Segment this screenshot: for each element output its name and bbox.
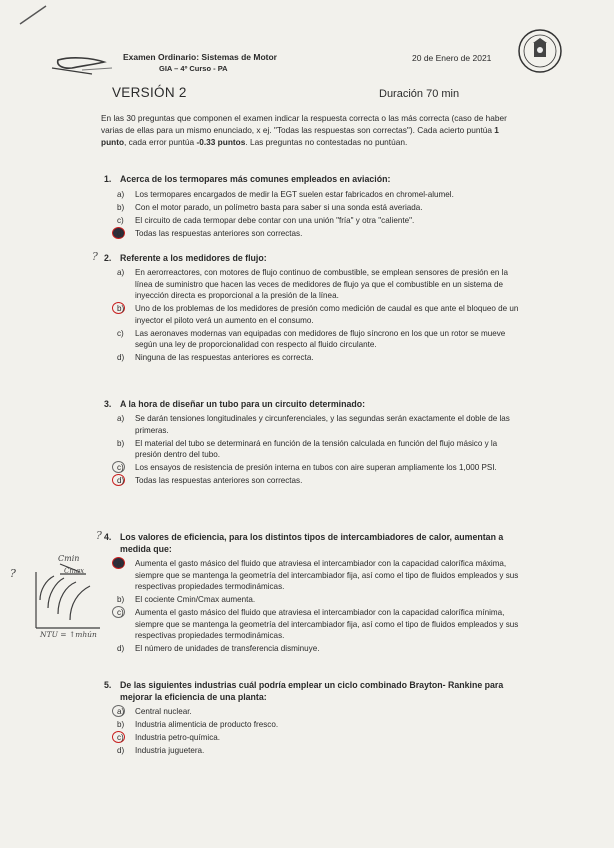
option-a[interactable] — [104, 267, 524, 302]
option-letter: d) — [117, 229, 125, 238]
option-b[interactable] — [104, 719, 524, 731]
question-2 — [104, 252, 524, 365]
option-letter: b) — [117, 720, 125, 729]
option-a[interactable] — [104, 558, 524, 593]
instructions-text-3: . Las preguntas no contestadas no puntúan. — [245, 137, 408, 147]
question-mark-annotation: ? — [92, 250, 98, 263]
version-label: VERSIÓN 2 — [112, 85, 187, 100]
option-c[interactable] — [104, 732, 524, 744]
option-text: Las aeronaves modernas van equipadas con medidores de flujo síncrono en los que un rotor se mueve según una ley de proporcionalidad con respecto al fluido circulante. — [135, 328, 506, 349]
question-number: 1. — [104, 174, 112, 184]
option-letter: c) — [117, 216, 124, 225]
option-text: Aumenta el gasto másico del fluido que atraviesa el intercambiador con la capacidad calorífica máxima, siempre que se mantenga la geometría del intercambiador fija, así como el tipo de fluidos empleados y sus respectivas propiedades termodinámicas. — [135, 559, 519, 591]
option-letter: a) — [117, 559, 125, 568]
faculty-logo — [52, 58, 112, 74]
option-b[interactable] — [104, 303, 524, 326]
instructions-points-wrong: -0.33 puntos — [196, 137, 246, 147]
question-text: De las siguientes industrias cuál podría emplear un ciclo combinado Brayton- Rankine para mejorar la eficiencia de una planta: — [120, 680, 504, 702]
option-letter: d) — [117, 644, 125, 653]
option-text: Industria petro-química. — [135, 733, 221, 742]
option-a[interactable] — [104, 706, 524, 718]
question-number: 5. — [104, 680, 112, 690]
option-text: Los ensayos de resistencia de presión interna en tubos con aire superan ampliamente los 1,000 PSI. — [135, 463, 497, 472]
option-letter: b) — [117, 438, 125, 448]
option-a[interactable] — [104, 189, 524, 201]
option-b[interactable] — [104, 438, 524, 461]
option-letter: b) — [117, 304, 125, 313]
option-text: Industria juguetera. — [135, 746, 205, 755]
option-text: El material del tubo se determinará en función de la tensión calculada en función del flujo másico y la presión dentro del tubo. — [135, 438, 498, 459]
option-text: El circuito de cada termopar debe contar con una unión "fría" y otra "caliente". — [135, 216, 415, 225]
handwritten-ntu-note: NTU = ↑mhún — [40, 630, 97, 639]
instructions-text-2: , cada error puntúa — [124, 137, 197, 147]
option-text: Uno de los problemas de los medidores de presión como medición de caudal es que ante el bloqueo de un inyector el piloto verá un aumento en el consumo. — [135, 304, 519, 325]
option-b[interactable] — [104, 202, 524, 214]
instructions-points-correct: 1 punto — [101, 125, 499, 147]
option-d[interactable] — [104, 228, 524, 240]
exam-title: Examen Ordinario: Sistemas de Motor — [123, 52, 277, 62]
question-number: 4. — [104, 532, 112, 542]
option-text: Central nuclear. — [135, 707, 192, 716]
question-4 — [104, 531, 524, 656]
course-label: GIA – 4º Curso - PA — [159, 64, 228, 73]
exam-header — [123, 52, 313, 74]
option-text: Con el motor parado, un polímetro basta para saber si una sonda está averiada. — [135, 203, 423, 212]
question-text: A la hora de diseñar un tubo para un circuito determinado: — [120, 399, 366, 409]
option-text: El número de unidades de transferencia disminuye. — [135, 644, 320, 653]
option-text: En aerorreactores, con motores de flujo continuo de combustible, se emplean sensores de presión en la línea de suministro que hacen las veces de medidores de flujo ya que el combustible en un sistema de inyección directa es proporcional a la presión de la línea. — [135, 268, 508, 300]
handwritten-cmax: Cmax — [64, 567, 85, 575]
question-1 — [104, 173, 524, 241]
instructions-text-1: En las 30 preguntas que componen el examen indicar la respuesta correcta o las más correcta (caso de haber varias de ellas para un mismo enunciado, x ej. "Todas las respuestas son correctas"). Cada acierto puntúa — [101, 113, 507, 135]
option-text: Los termopares encargados de medir la EGT suelen estar fabricados en chromel-alumel. — [135, 190, 454, 199]
handwritten-cmin: Cmin — [58, 554, 80, 563]
option-d[interactable] — [104, 745, 524, 757]
option-letter: c) — [117, 733, 124, 742]
exam-date: 20 de Enero de 2021 — [412, 53, 492, 63]
option-letter: c) — [117, 328, 124, 338]
question-number: 2. — [104, 253, 112, 263]
option-letter: c) — [117, 463, 124, 472]
option-c[interactable] — [104, 607, 524, 642]
question-text: Los valores de eficiencia, para los distintos tipos de intercambiadores de calor, aumentan a medida que: — [120, 532, 504, 554]
question-text: Acerca de los termopares más comunes empleados en aviación: — [120, 174, 391, 184]
option-letter: c) — [117, 608, 124, 617]
question-3 — [104, 398, 524, 488]
option-text: El cociente Cmin/Cmax aumenta. — [135, 595, 256, 604]
option-letter: a) — [117, 707, 125, 716]
question-number: 3. — [104, 399, 112, 409]
option-text: Industria alimenticia de producto fresco. — [135, 720, 279, 729]
option-c[interactable] — [104, 462, 524, 474]
question-mark-annotation: ? — [96, 529, 102, 542]
university-seal — [519, 30, 561, 72]
duration-label: Duración 70 min — [379, 88, 460, 100]
instructions — [101, 112, 515, 148]
option-letter: a) — [117, 190, 125, 199]
option-d[interactable] — [104, 352, 524, 364]
handwritten-question-mark: ? — [10, 567, 16, 580]
option-c[interactable] — [104, 328, 524, 351]
option-letter: b) — [117, 203, 125, 212]
option-b[interactable] — [104, 594, 524, 606]
option-text: Todas las respuestas anteriores son correctas. — [135, 229, 303, 238]
option-c[interactable] — [104, 215, 524, 227]
option-d[interactable] — [104, 475, 524, 487]
option-text: Ninguna de las respuestas anteriores es correcta. — [135, 353, 314, 362]
question-5 — [104, 679, 524, 758]
option-letter: d) — [117, 476, 125, 485]
option-letter: d) — [117, 353, 125, 362]
option-letter: a) — [117, 268, 125, 277]
option-text: Se darán tensiones longitudinales y circunferenciales, y las segundas serán exactamente el doble de las primeras. — [135, 414, 510, 435]
option-letter: d) — [117, 746, 125, 755]
option-d[interactable] — [104, 643, 524, 655]
option-text: Aumenta el gasto másico del fluido que atraviesa el intercambiador con la capacidad calorífica mínima, siempre que se mantenga la geometría del intercambiador fija, así como el tipo de fluidos empleados y sus respectivas propiedades termodinámicas. — [135, 608, 519, 640]
option-a[interactable] — [104, 413, 524, 436]
option-text: Todas las respuestas anteriores son correctas. — [135, 476, 303, 485]
question-text: Referente a los medidores de flujo: — [120, 253, 267, 263]
option-letter: a) — [117, 414, 125, 423]
option-letter: b) — [117, 595, 125, 604]
